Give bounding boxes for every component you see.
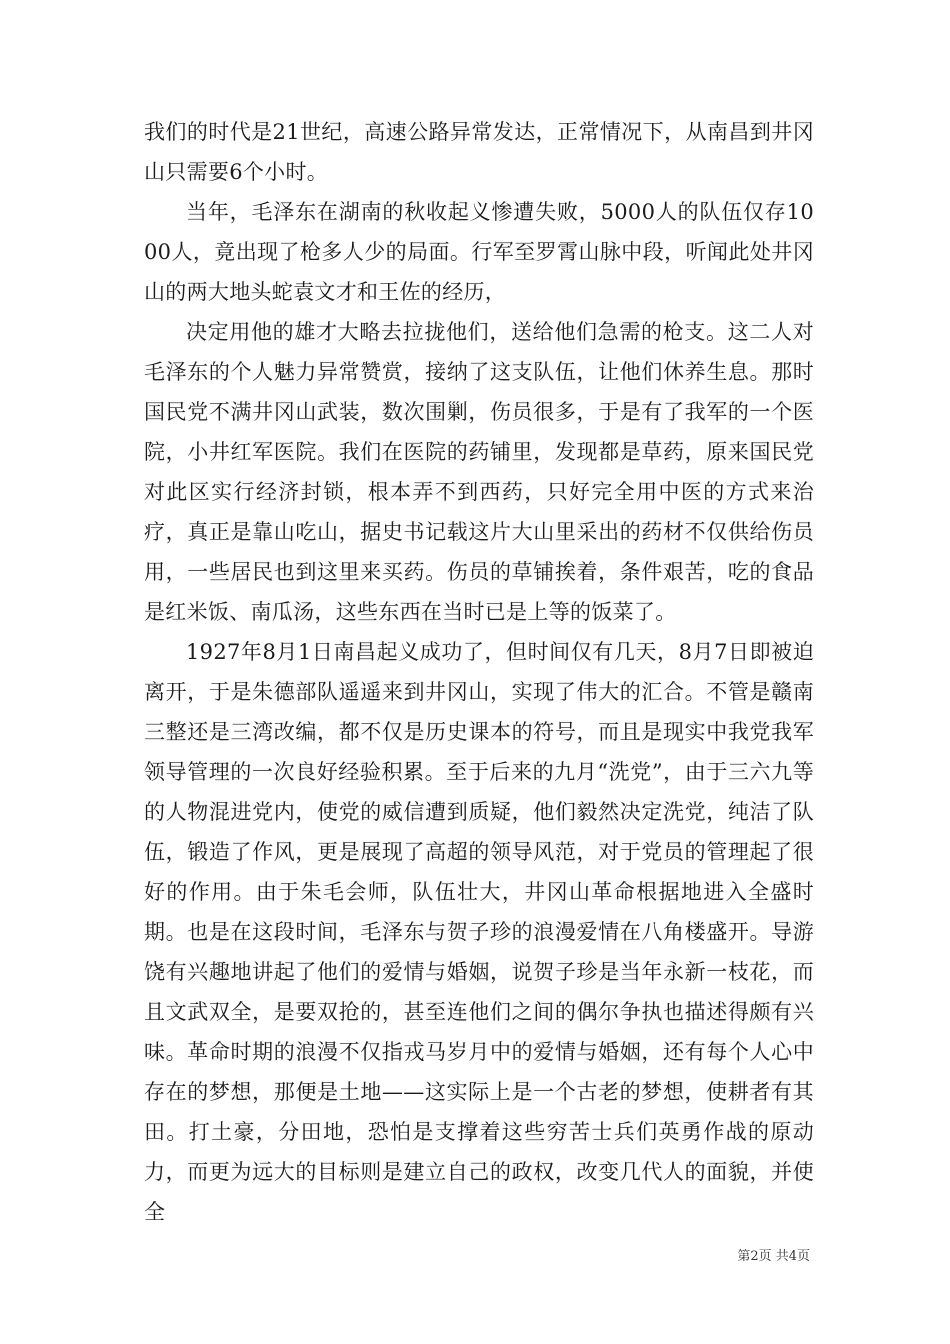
document-body — [144, 112, 814, 1232]
paragraph-1: 我们的时代是21世纪，高速公路异常发达，正常情况下，从南昌到井冈山只需要6个小时。 — [144, 120, 814, 184]
paragraph-4: 1927年8月1日南昌起义成功了，但时间仅有几天，8月7日即被迫离开，于是朱德部队遥遥来到井冈山，实现了伟大的汇合。不管是赣南三整还是三湾改编，都不仅是历史课本的符号，而且是现实中我党我军领导管理的一次良好经验积累。至于后来的九月“洗党”，由于三六九等的人物混进党内，使党的威信遭到质疑，他们毅然决定洗党，纯洁了队伍，锻造了作风，更是展现了高超的领导风范，对于党员的管理起了很好的作用。由于朱毛会师，队伍壮大，井冈山革命根据地进入全盛时期。也是在这段时间，毛泽东与贺子珍的浪漫爱情在八角楼盛开。导游饶有兴趣地讲起了他们的爱情与婚姻，说贺子珍是当年永新一枝花，而且文武双全，是要双抢的，甚至连他们之间的偶尔争执也描述得颇有兴味。革命时期的浪漫不仅指戎马岁月中的爱情与婚姻，还有每个人心中存在的梦想，那便是土地——这实际上是一个古老的梦想，使耕者有其田。打土豪，分田地，恐怕是支撑着这些穷苦士兵们英勇作战的原动力，而更为远大的目标则是建立自己的政权，改变几代人的面貌，并使全 — [144, 640, 814, 1224]
paragraph-2: 当年，毛泽东在湖南的秋收起义惨遭失败，5000人的队伍仅存1000人，竟出现了枪多人少的局面。行军至罗霄山脉中段，听闻此处井冈山的两大地头蛇袁文才和王佐的经历， — [144, 200, 814, 304]
paragraph-3: 决定用他的雄才大略去拉拢他们，送给他们急需的枪支。这二人对毛泽东的个人魅力异常赞赏，接纳了这支队伍，让他们休养生息。那时国民党不满井冈山武装，数次围剿，伤员很多，于是有了我军的一个医院，小井红军医院。我们在医院的药铺里，发现都是草药，原来国民党对此区实行经济封锁，根本弄不到西药，只好完全用中医的方式来治疗，真正是靠山吃山，据史书记载这片大山里采出的药材不仅供给伤员用，一些居民也到这里来买药。伤员的草铺挨着，条件艰苦，吃的食品是红米饭、南瓜汤，这些东西在当时已是上等的饭菜了。 — [144, 320, 814, 624]
page-number: 第2页 共4页 — [737, 1249, 810, 1264]
